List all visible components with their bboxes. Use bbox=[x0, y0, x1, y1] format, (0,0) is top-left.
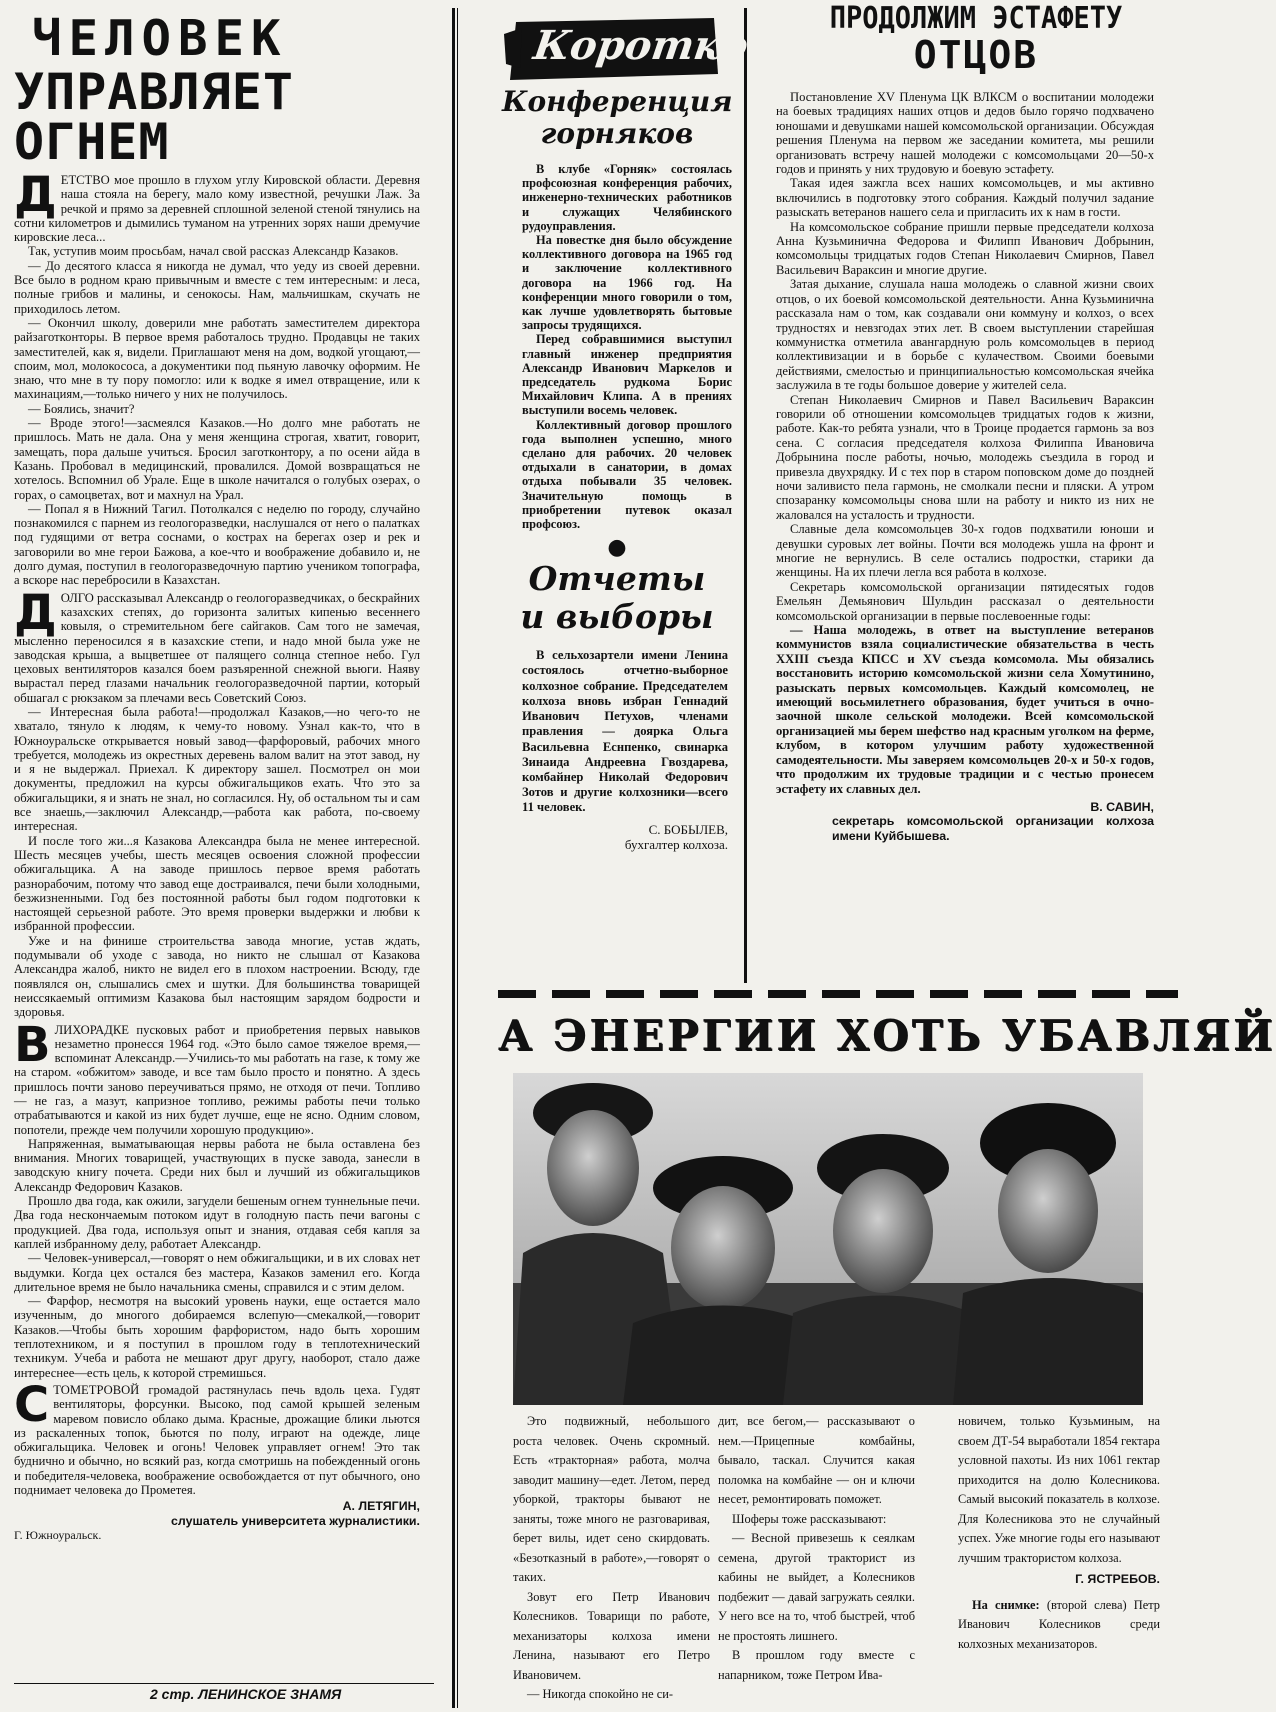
paragraph: ТОМЕТРОВОЙ громадой растянулась печь вдоль цеха. Гудят вентиляторы, форсунки. Высоко, под самой крышей зеленым маревом повисло облако дыма. Красные, дрожащие блики льются из раскаленных топок, бьются по полу, играют на одежде, лице обжигальщика. Человек и огонь! Человек управляет огнем! Это так буднично и обычно, но всякий раз, когда смотришь на побежденный огонь и победителя-человека, воображение освобождается от пут обычного, оно поднимает человека до Прометея. bbox=[14, 1382, 420, 1498]
banner-korotko bbox=[504, 16, 752, 82]
paragraph: Шоферы тоже рассказывают: bbox=[732, 1511, 887, 1526]
headline-elections-line2: и выборы bbox=[520, 597, 714, 637]
article-body bbox=[776, 90, 1154, 843]
paragraph: Зовут его Петр Иванович Колесников. Товарищи по работе, механизаторы колхоза имени Ленина, называют его Петро Ивановичем. bbox=[513, 1589, 710, 1682]
paragraph: — Вроде этого!—засмеялся Казаков.—Но долго мне работать не пришлось. Мать не дала. Она у меня женщина строгая, хватит, говорит, замещать, пора дальше учиться. Бросил заготконтору, а по осени айда в Казань. Пробовал в медицинский, провалился. Домой возвращаться не хотелось. Вспомнил об Урале. Еще в школе начитался о голубых озерах, о горах, о самоцветах, вот и махнул на Урал. bbox=[14, 416, 420, 502]
paragraph: Напряженная, выматывающая нервы работа не была оставлена без внимания. Многих товарищей, участвующих в пуске завода, занесли в заводскую книгу почета. Среди них был и лучший из обжигальщиков Александр Федорович Казаков. bbox=[14, 1136, 420, 1194]
paragraph: Коллективный договор прошлого года выполнен успешно, много сделано для рабочих. 20 человек отдыхали в санатории, в домах отдыха побывали 35 человек. Значительную помощь в приобретении путевок оказал профсоюз. bbox=[522, 417, 732, 532]
caption-label: На снимке: bbox=[972, 1597, 1040, 1612]
paragraph: ОЛГО рассказывал Александр о геологоразведчиках, о бескрайних казахских степях, до горизонта залитых кипенью весеннего ковыля, о стремительном беге сайгаков. Сам того не замечая, мысленно переносился я в казахские степи, и надо мной была уже не заводская крыша, а выцветшее от палящего солнца степное небо. Гул цеховых вентиляторов казался боем разъяренной снежной вьюги. Наяву вырастал перед глазами начальник геологоразведочной партии, который обшагал с рюкзаком за плечами весь Советский Союз. bbox=[14, 590, 420, 705]
paragraph: Постановление XV Пленума ЦК ВЛКСМ о воспитании молодежи на боевых традициях наших отцов и дедов было горячо подхвачено юношами и девушками нашей комсомольской организации. Обсуждая решения Пленума на первом же заседании комитета, мы решили организовать встречу нашей молодежи с комсомольцами 20—50-х годов и принять у них трудовую и боевую эстафету. bbox=[776, 90, 1154, 177]
dropcap: В bbox=[14, 1016, 51, 1073]
headline-conference: Конференция горняков bbox=[502, 85, 733, 150]
article-title-line1: ПРОДОЛЖИМ ЭСТАФЕТУ bbox=[829, 1, 1123, 36]
paragraph: Секретарь комсомольской организации пятидесятых годов Емельян Демьянович Шульдин рассказал о деятельности комсомольской организации в первые послевоенные годы: bbox=[776, 579, 1154, 623]
paragraph: На комсомольское собрание пришли первые председатели колхоза Анна Кузьминична Федорова и Филипп Иванович Добрынин, комсомольцы тридцатых годов Степан Николаевич Смирнов, Павел Васильевич Вараксин и многие другие. bbox=[776, 219, 1154, 277]
paragraph: новичем, только Кузьминым, на своем ДТ-54 выработали 1854 гектара условной пахоты. Из них 1061 гектар приходится на долю Колесникова. Самый высокий показатель в колхозе. Для Колесникова это не случайный успех. Уже многие годы его называют лучшим трактористом колхоза. bbox=[958, 1414, 1160, 1565]
author-name: С. БОБЫЛЕВ, bbox=[648, 821, 728, 837]
paragraph: ЛИХОРАДКЕ пусковых работ и приобретения первых навыков незаметно пронесся 1964 год. «Это было самое тяжелое время,—вспоминат Александр.—Учились-то мы работать на газе, к тому же на старом. «обжитом» заводе, и все там было просто и понятно. А здесь пришлось почти заново переучиваться прямо, не отходя от печи. Топливо — не газ, а мазут, капризное топливо, режимы работы печи только отрабатываются и какой из них будет лучше, еще не ясно. Одним словом, попотели, прежде чем получили хорошую продукцию». bbox=[14, 1022, 420, 1137]
column-rule bbox=[457, 8, 458, 1708]
paragraph: Перед собравшимися выступил главный инженер предприятия Александр Иванович Маркелов и председатель рудкома Борис Михайлович Клипа. А в прениях выступили восемь человек. bbox=[522, 332, 732, 418]
paragraph: — Попал я в Нижний Тагил. Потолкался с неделю по городу, случайно познакомился с парнем из геологоразведки, наслушался от него о палатках под гудящими от ветра соснами, о кострах на берегах озер и рек и заговорили во мне герои Бажова, а кое-что и воображение добавило и, не долго думая, поступил в геологоразведочную партию учеником топографа, а вскоре нас перебросили в Казахстан. bbox=[14, 501, 420, 588]
paragraph: — До десятого класса я никогда не думал, что уеду из своей деревни. Все было в родном краю привычным и вместе с тем интересным: и леса, полные грибов и малины, и сенокосы. Нам, мальчишкам, скучать не приходилось летом. bbox=[14, 258, 420, 316]
article-elections bbox=[522, 648, 728, 852]
article-conference bbox=[522, 162, 732, 531]
author-name: Г. ЯСТРЕБОВ. bbox=[1075, 1572, 1160, 1586]
article-title-line2: ОТЦОВ bbox=[913, 33, 1039, 77]
paragraph: Уже и на финише строительства завода многие, устав ждать, подумывали об уходе с завода, но никто не слышал от Казакова Александра жалоб, никто не видел его в плохом настроении. Всюду, где появлялся он, слышались смех и шутки. Для большинства товарищей неиссякаемый оптимизм Казакова был настоящим зарядом бодрости и здоровья. bbox=[14, 933, 420, 1020]
paragraph: дит, все бегом,— рассказывают о нем.—Прицепные комбайны, бывало, таскал. Случится какая поломка на комбайне — он и ключи несет, ремонтировать поможет. bbox=[718, 1414, 915, 1506]
author-role: бухгалтер колхоза. bbox=[624, 836, 728, 852]
author-name: А. ЛЕТЯГИН, bbox=[342, 1499, 420, 1514]
paragraph: И после того жи...я Казакова Александра была не менее интересной. Шесть месяцев учебы, шесть месяцев освоения сложной профессии обжигальщика. А на заводе пришлось первое время работать разнорабочим, потому что завод еще достраивался, печи были холодными, безжизненными. Год без постоянной работы был годом подготовки к настоящей серьезной работе. Это время проверки выдержки и любви к избранной профессии. bbox=[14, 833, 420, 934]
article-title-line2: УПРАВЛЯЕТ ОГНЕМ bbox=[14, 63, 294, 171]
paragraph: Такая идея зажгла всех наших комсомольцев, и мы активно включились в подготовку этого собрания. Каждый получил задание разыскать ветеранов нашего села и пригласить их к нам в гости. bbox=[776, 176, 1154, 220]
article-title-line1: ЧЕЛОВЕК bbox=[32, 10, 288, 67]
section-divider bbox=[498, 990, 1178, 998]
energy-col1 bbox=[513, 1412, 710, 1708]
author-role: слушатель университета журналистики. bbox=[171, 1513, 420, 1528]
paragraph: Степан Николаевич Смирнов и Павел Васильевич Вараксин говорили об отношении комсомольцев тридцатых годов к жизни, работе. Как-то ребята узнали, что в Троице продается гармонь за воз сена. С согласия председателя колхоза Филиппа Ивановича Добрынина после работы, ночью, молодежь съездила в город и привезла двухрядку. И с тех пор в старом поповском доме до поздней ночи заливисто пела гармонь, не смолкали песни и пляски. А утром спозаранку комсомольцы снова шли на работу и никто из них не жаловался на усталость и трудности. bbox=[776, 392, 1154, 522]
article-kazakov bbox=[14, 8, 444, 1708]
author-name: В. САВИН, bbox=[1090, 799, 1154, 814]
dropcap: С bbox=[14, 1376, 50, 1433]
photo-caption bbox=[958, 1596, 1160, 1655]
dropcap: Д bbox=[14, 584, 57, 641]
paragraph: Прошло два года, как ожили, загудели бешеным огнем туннельные печи. Два года нескончаемым потоком идут в голодную пасть печи вагоны с продукцией. Два года, используя опыт и знания, отдавая себя капля за каплей избранному делу, работает Александр. bbox=[14, 1194, 420, 1251]
dropcap: Д bbox=[14, 167, 57, 223]
photo-farm-workers bbox=[513, 1073, 1143, 1405]
author-role: секретарь комсомольской организации колхоза имени Куйбышева. bbox=[832, 814, 1154, 843]
paragraph: — Человек-универсал,—говорят о нем обжигальщики, и в их словах нет выдумки. Когда цех остался без мастера, Казаков заменил его. Когда длительное время не было начальника смены, справился и с этим делом. bbox=[14, 1251, 420, 1294]
page-footer: 2 стр. ЛЕНИНСКОЕ ЗНАМЯ bbox=[150, 1686, 342, 1702]
paragraph: В сельхозартели имени Ленина состоялось отчетно-выборное колхозное собрание. Председателем колхоза вновь избран Геннадий Иванович Петухов, членами правления — доярка Ольга Васильевна Еснпенко, свинарка Зинаида Андреевна Гвоздарева, комбайнер Николай Федорович Зотов и другие колхозники—всего 11 человек. bbox=[522, 648, 728, 815]
paragraph: — Фарфор, несмотря на высокий уровень науки, еще остается мало изученным, до многого добираемся вслепую—смекалкой,—говорит Казаков.—Чтобы быть хорошим фарфористом, надо быть хорошим теплотехником, и я поступил в прошлом году в теплотехнический техникум. Учеба и работа не мешают друг другу, наоборот, стало даже интереснее—есть цель, к которой стремишься. bbox=[14, 1294, 420, 1380]
photo-illustration-icon bbox=[513, 1073, 1143, 1405]
paragraph: — Никогда спокойно не си- bbox=[527, 1687, 673, 1701]
banner-text: Коротко bbox=[530, 22, 752, 69]
paragraph: В прошлом году вместе с напарником, тоже Петром Ива- bbox=[718, 1648, 915, 1682]
paragraph: ЕТСТВО мое прошло в глухом углу Кировской области. Деревня наша стояла на берегу, мало кому известной, речушки Лаж. За речкой и прямо за деревней сплошной зеленой стеной тянулись на сотни километров и дымились туманом на утренних зорях наши дремучие кировские леса... bbox=[14, 173, 420, 245]
paragraph: — Весной привезешь к сеялкам семена, другой тракторист из кабины не выйдет, а Колесников подбежит — давай загружать сеялки. У него все на то, чтоб быстрей, чтоб не простоять лишнего. bbox=[718, 1531, 915, 1643]
paragraph: Так, уступив моим просьбам, начал свой рассказ Александр Казаков. bbox=[28, 244, 399, 259]
paragraph: — Наша молодежь, в ответ на выступление ветеранов коммунистов взяла социалистические обязательства в честь XXIII съезда КПСС и XV съезда комсомола. Мы обязались восстановить историю комсомольской жизни села Хомутинино, разыскать первых комсомольцев. Каждый комсомолец, не имеющий восьмилетнего образования, будет учиться в очно-заочной школе сельской молодежи. Всей комсомольской организацией мы берем шефство над красным уголком на ферме, клубом, в котором улучшим работу художественной самодеятельности. Мы заверяем комсомольцев 20-х и 50-х годов, что продолжим их трудовые традиции и с честью пронесем эстафету их славных дел. bbox=[776, 623, 1154, 796]
paragraph: Славные дела комсомольцев 30-х годов подхватили юноши и девушки суровых лет войны. Почти вся молодежь ушла на фронт и многие не вернулись. В селе остались подростки, старики да женщины. На их плечи легла вся работа в колхозе. bbox=[776, 522, 1154, 580]
paragraph: — Боялись, значит? bbox=[28, 401, 135, 416]
dateline: Г. Южноуральск. bbox=[14, 1527, 102, 1542]
bullet-separator: ● bbox=[607, 535, 627, 561]
article-body bbox=[14, 167, 420, 1542]
headline-energy: А ЭНЕРГИИ ХОТЬ УБАВЛЯЙ bbox=[498, 1011, 1276, 1060]
column-rule bbox=[452, 8, 455, 1708]
paragraph: — Окончил школу, доверили мне работать заместителем директора райзаготконторы. В первое время работалось трудно. Продавцы не таких заместителей, как я, видели. Приглашают меня на дом, водкой угощают,—споим, мол, молокососа, а документики под пьяную лавочку оформим. Не знаю, что мне в ту пору помогло: или к водке я имел отвращение, или к махинациям,—только ничего у них не получилось. bbox=[14, 315, 420, 402]
paragraph: Это подвижный, небольшого роста человек. Очень скромный. Есть «тракторная» работа, молча заводит машину—едет. Летом, перед уборкой, тракторы бывают не заняты, тоже много не разговаривая, берет вилы, идет сено скирдовать. «Безотказный в работе»,—говорят о таких. bbox=[513, 1414, 710, 1584]
section-korotko bbox=[498, 16, 752, 982]
headline-elections-line1: Отчеты bbox=[528, 559, 706, 599]
energy-col2 bbox=[718, 1412, 915, 1708]
energy-col3 bbox=[958, 1412, 1160, 1708]
column-rule bbox=[744, 8, 747, 983]
caption-text: (второй слева) Петр Иванович Колесников среди колхозных механизаторов. bbox=[958, 1597, 1160, 1651]
paragraph: На повестке дня было обсуждение коллективного договора на 1965 год и заключение коллективного договора на 1966 год. На конференции много говорили о том, как лучше удовлетворять бытовые запросы трудящихся. bbox=[522, 233, 732, 333]
paragraph: — Интересная была работа!—продолжал Казаков,—но чего-то не хватало, тянуло к людям, к чему-то новому. Узнал как-то, что в Южноуральске открывается новый завод—фарфоровый, рабочих много требуется, молодежь из окрестных деревень валом валит на этот завод, ну и я не выдержал. Приехал. К директору зашел. Посмотрел он мои документы, предложил на курсы обжигальщиков ехать. Что это за обжигальщики, я и знать не знал, но согласился. Ну, об остальном ты и сам все знаешь,—заключил Александр,—работа как работа, по-своему интересная. bbox=[14, 704, 420, 834]
article-estafeta bbox=[776, 1, 1176, 984]
footer-rule bbox=[14, 1683, 434, 1684]
paragraph: В клубе «Горняк» состоялась профсоюзная конференция рабочих, инженерно-технических работников и служащих Челябинского рудоуправления. bbox=[522, 162, 732, 233]
paragraph: Затая дыхание, слушала наша молодежь о славной жизни своих отцов, о их боевой комсомольской деятельности. Анна Кузьминична рассказала нам о том, как создавали они коммуну и колхоз, о всех трудностях и невзгодах этих лет. В своем выступлении старейшая коммунистка отметила авангардную роль комсомольцев в период коллективизации и в борьбе с кулачеством. Своими боевыми действиями, смелостью и принципиальностью комсомольская ячейка заслужила в те годы большое доверие у жителей села. bbox=[776, 277, 1154, 393]
